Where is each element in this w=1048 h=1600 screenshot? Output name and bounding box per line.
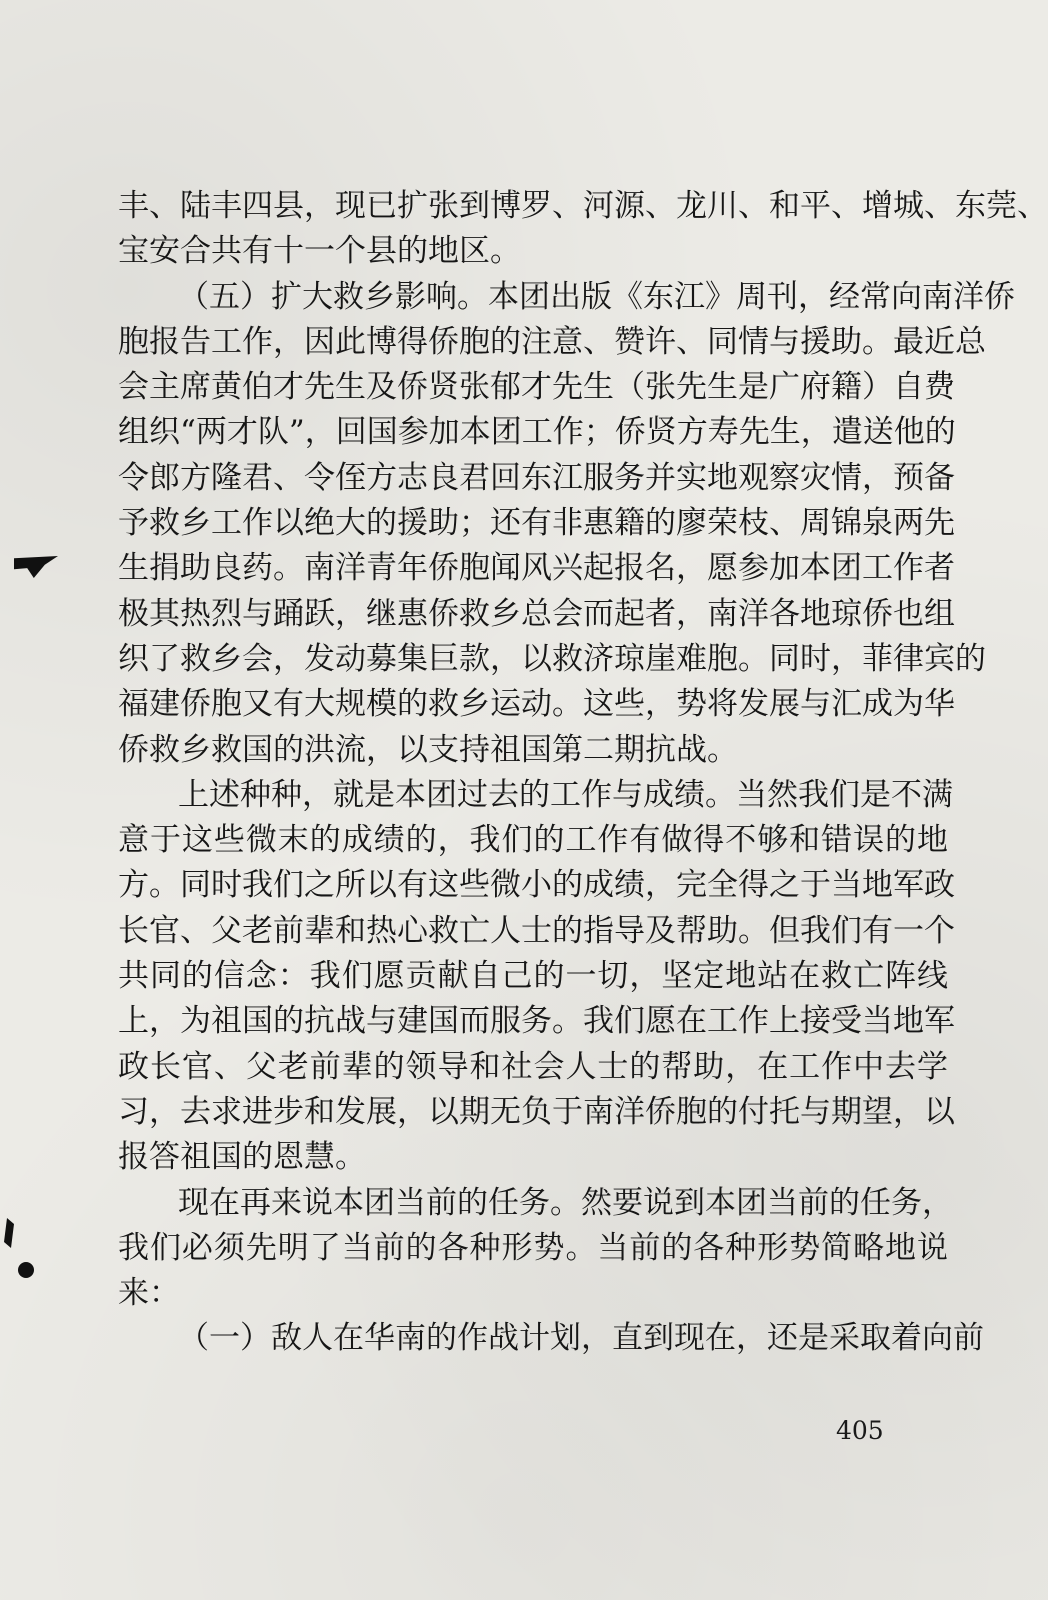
text-line: 侨救乡救国的洪流，以支持祖国第二期抗战。 — [118, 731, 738, 768]
text-line: 予救乡工作以绝大的援助；还有非惠籍的廖荣枝、周锦泉两先 — [118, 505, 955, 542]
text-line: 福建侨胞又有大规模的救乡运动。这些，势将发展与汇成为华 — [118, 686, 955, 723]
text-line: 上，为祖国的抗战与建国而服务。我们愿在工作上接受当地军 — [118, 1003, 955, 1040]
ink-blot-mark — [18, 1262, 34, 1278]
ink-blot-mark — [14, 556, 58, 578]
text-line: 会主席黄伯才先生及侨贤张郁才先生（张先生是广府籍）自费 — [118, 369, 955, 406]
text-line: 政长官、父老前辈的领导和社会人士的帮助，在工作中去学 — [118, 1048, 948, 1085]
text-line: 我们必须先明了当前的各种形势。当前的各种形势简略地说 — [118, 1229, 948, 1266]
text-line: （一）敌人在华南的作战计划，直到现在，还是采取着向前 — [178, 1320, 984, 1357]
text-line: 习，去求进步和发展，以期无负于南洋侨胞的付托与期望，以 — [118, 1093, 955, 1130]
ink-blot-mark — [4, 1218, 14, 1248]
text-line: 方。同时我们之所以有这些微小的成绩，完全得之于当地军政 — [118, 867, 955, 904]
text-line: 组织“两才队”，回国参加本团工作；侨贤方寿先生，遣送他的 — [118, 414, 956, 451]
page-number: 405 — [836, 1416, 884, 1445]
text-line: 宝安合共有十一个县的地区。 — [118, 233, 521, 270]
text-line: （五）扩大救乡影响。本团出版《东江》周刊，经常向南洋侨 — [178, 278, 1015, 315]
text-line: 令郎方隆君、令侄方志良君回东江服务并实地观察灾情，预备 — [118, 459, 955, 496]
text-line: 意于这些微末的成绩的，我们的工作有做得不够和错误的地 — [118, 822, 948, 859]
text-line: 织了救乡会，发动募集巨款，以救济琼崖难胞。同时，菲律宾的 — [118, 640, 986, 677]
body-text — [118, 184, 1048, 1362]
text-line: 现在再来说本团当前的任务。然要说到本团当前的任务， — [178, 1184, 953, 1221]
text-line: 生捐助良药。南洋青年侨胞闻风兴起报名，愿参加本团工作者 — [118, 550, 955, 587]
text-line: 极其热烈与踊跃，继惠侨救乡总会而起者，南洋各地琼侨也组 — [118, 595, 955, 632]
text-line: 丰、陆丰四县，现已扩张到博罗、河源、龙川、和平、增城、东莞、 — [118, 188, 1048, 224]
text-line: 胞报告工作，因此博得侨胞的注意、赞许、同情与援助。最近总 — [118, 323, 986, 360]
text-line: 来： — [118, 1275, 180, 1312]
text-line: 共同的信念：我们愿贡献自己的一切，坚定地站在救亡阵线 — [118, 958, 948, 995]
text-line: 报答祖国的恩慧。 — [118, 1139, 366, 1176]
text-line: 长官、父老前辈和热心救亡人士的指导及帮助。但我们有一个 — [118, 912, 955, 949]
text-line: 上述种种，就是本团过去的工作与成绩。当然我们是不满 — [178, 776, 953, 813]
